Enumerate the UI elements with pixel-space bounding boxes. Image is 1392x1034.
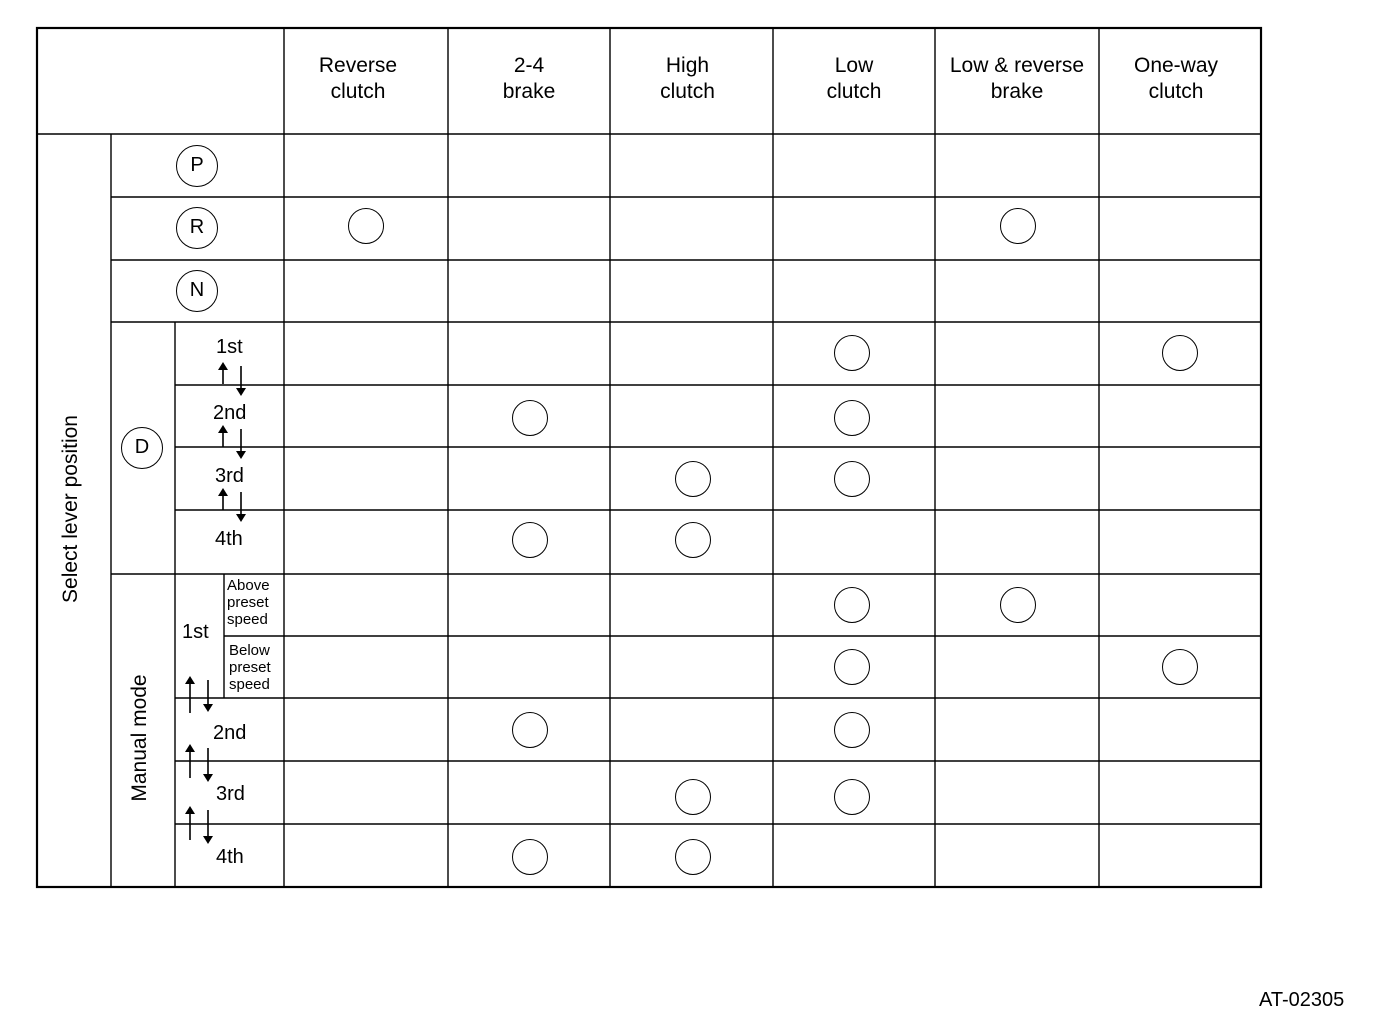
engaged-mark-m-1st-below-col3 xyxy=(834,649,870,685)
engaged-mark-m-1st-above-col4 xyxy=(1000,587,1036,623)
engaged-mark-d-2nd-col1 xyxy=(512,400,548,436)
d-gear-1st: 1st xyxy=(216,336,243,358)
m-gear-4th: 4th xyxy=(216,846,244,868)
m-gear-2nd: 2nd xyxy=(213,722,247,744)
position-p-icon: P xyxy=(176,145,218,187)
engaged-mark-m-1st-above-col3 xyxy=(834,587,870,623)
engaged-mark-d-4th-col2 xyxy=(675,522,711,558)
engaged-mark-m-4th-col2 xyxy=(675,839,711,875)
figure-code: AT-02305 xyxy=(1259,989,1345,1011)
header-low-reverse-brake: Low & reverse brake xyxy=(949,54,1085,103)
manual-mode-label: Manual mode xyxy=(128,674,151,802)
engaged-mark-r-col0 xyxy=(348,208,384,244)
d-gear-4th: 4th xyxy=(215,528,243,550)
engaged-mark-m-4th-col1 xyxy=(512,839,548,875)
engaged-mark-d-4th-col1 xyxy=(512,522,548,558)
engaged-mark-r-col4 xyxy=(1000,208,1036,244)
position-r-icon: R xyxy=(176,207,218,249)
m-gear-1st: 1st xyxy=(182,621,209,643)
engaged-mark-m-2nd-col1 xyxy=(512,712,548,748)
engaged-mark-d-2nd-col3 xyxy=(834,400,870,436)
d-gear-2nd: 2nd xyxy=(213,402,247,424)
select-lever-position-label: Select lever position xyxy=(59,415,82,603)
engaged-mark-m-3rd-col3 xyxy=(834,779,870,815)
engaged-mark-m-1st-below-col5 xyxy=(1162,649,1198,685)
header-high-clutch: High clutch xyxy=(660,54,715,103)
header-one-way-clutch: One-way clutch xyxy=(1133,54,1219,103)
engaged-mark-d-1st-col3 xyxy=(834,335,870,371)
header-2-4-brake: 2-4 brake xyxy=(502,54,556,103)
position-n-icon: N xyxy=(176,270,218,312)
below-preset-speed: Below preset speed xyxy=(229,642,271,693)
engaged-mark-d-3rd-col3 xyxy=(834,461,870,497)
engaged-mark-d-3rd-col2 xyxy=(675,461,711,497)
engaged-mark-m-3rd-col2 xyxy=(675,779,711,815)
shift-arrows-d xyxy=(223,366,241,518)
engaged-mark-m-2nd-col3 xyxy=(834,712,870,748)
position-d-icon: D xyxy=(121,427,163,469)
header-low-clutch: Low clutch xyxy=(826,54,882,103)
d-gear-3rd: 3rd xyxy=(215,465,244,487)
m-gear-3rd: 3rd xyxy=(216,783,245,805)
shift-arrows-manual xyxy=(190,680,208,840)
header-reverse-clutch: Reverse clutch xyxy=(318,54,398,103)
engaged-mark-d-1st-col5 xyxy=(1162,335,1198,371)
above-preset-speed: Above preset speed xyxy=(227,577,270,628)
